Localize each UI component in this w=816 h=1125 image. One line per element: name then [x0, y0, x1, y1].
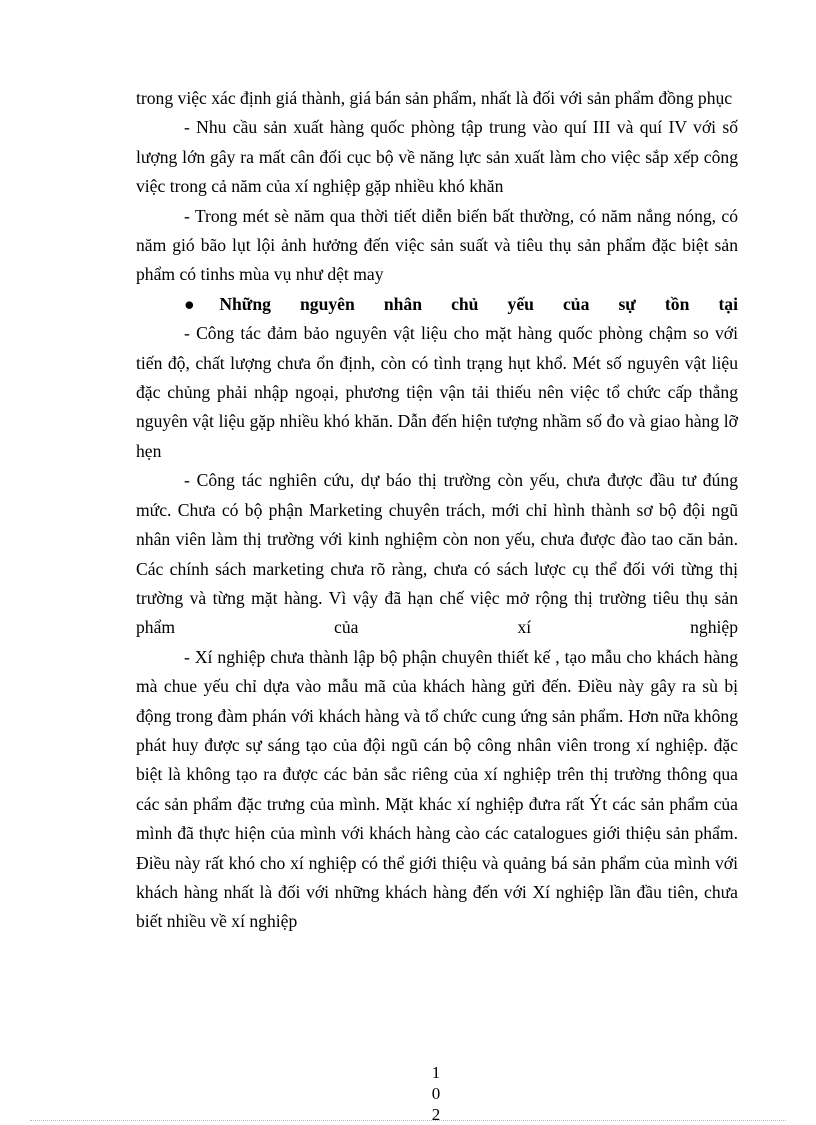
page-number: [0, 1062, 816, 1125]
page-number-digit: 0: [431, 1084, 441, 1103]
page-bottom-divider: [30, 1120, 786, 1121]
document-body: [136, 84, 738, 937]
bullet-icon: ●: [184, 293, 220, 314]
paragraph-6: - Công tác nghiên cứu, dự báo thị trường còn yếu, chưa được đầu tư đúng mức. Chưa có bộ phận Marketing chuyên trách, mới chỉ hình thành sơ bộ đội ngũ nhân viên làm thị trường với kinh nghiệm còn non yếu, chưa được đào tao căn bản. Các chính sách marketing chưa rõ ràng, chưa có sách lược cụ thể đối với từng thị trường và từng mặt hàng. Vì vậy đã hạn chế việc mở rộng thị trường tiêu thụ sản phẩm của xí nghiệp: [136, 470, 738, 638]
section-heading-text: Những nguyên nhân chủ yếu của sự tồn tại: [219, 293, 738, 314]
paragraph-7: - Xí nghiệp chưa thành lập bộ phận chuyên thiết kế , tạo mẫu cho khách hàng mà chue yếu chỉ dựa vào mẫu mã của khách hàng gửi đến. Điều này gây ra sù bị động trong đàm phán với khách hàng và tổ chức cung ứng sản phẩm. Hơn nữa không phát huy được sự sáng tạo của đội ngũ cán bộ công nhân viên trong xí nghiệp. đặc biệt là không tạo ra được các bản sắc riêng của xí nghiệp trên thị trường thông qua các sản phẩm đặc trưng của mình. Mặt khác xí nghiệp đưra rất Ýt các sản phẩm của mình đã thực hiện của mình với khách hàng cào các catalogues giới thiệu sản phẩm. Điều này rất khó cho xí nghiệp có thể giới thiệu và quảng bá sản phẩm của mình với khách hàng nhất là đối với những khách hàng đến với Xí nghiệp lần đầu tiên, chưa biết nhiều về xí nghiệp: [136, 646, 738, 932]
paragraph-2: - Nhu cầu sản xuất hàng quốc phòng tập trung vào quí III và quí IV với số lượng lớn gây ra mất cân đối cục bộ về năng lực sản xuất làm cho việc sắp xếp công việc trong cả năm của xí nghiệp gặp nhiều khó khăn: [136, 117, 738, 197]
paragraph-1: trong việc xác định giá thành, giá bán sản phẩm, nhất là đối với sản phẩm đồng phục: [136, 88, 733, 108]
section-heading: [136, 290, 738, 319]
paragraph-3: - Trong mét sè năm qua thời tiết diễn biến bất thường, có năm nắng nóng, có năm gió bão lụt lội ảnh hưởng đến việc sản suất và tiêu thụ sản phẩm đặc biệt sản phẩm có tinhs mùa vụ như dệt may: [136, 205, 738, 285]
page-number-digit: 2: [431, 1105, 441, 1124]
paragraph-5: - Công tác đảm bảo nguyên vật liệu cho mặt hàng quốc phòng chậm so với tiến độ, chất lượng chưa ổn định, còn có tình trạng hụt khổ. Mét số nguyên vật liệu đặc chủng phải nhập ngoại, phương tiện vận tải thiếu nên việc tổ chức cấp thẳng nguyên vật liệu gặp nhiều khó khăn. Dẫn đến hiện tượng nhầm số đo và giao hàng lỡ hẹn: [136, 323, 738, 461]
page-number-digit: 1: [431, 1063, 441, 1082]
